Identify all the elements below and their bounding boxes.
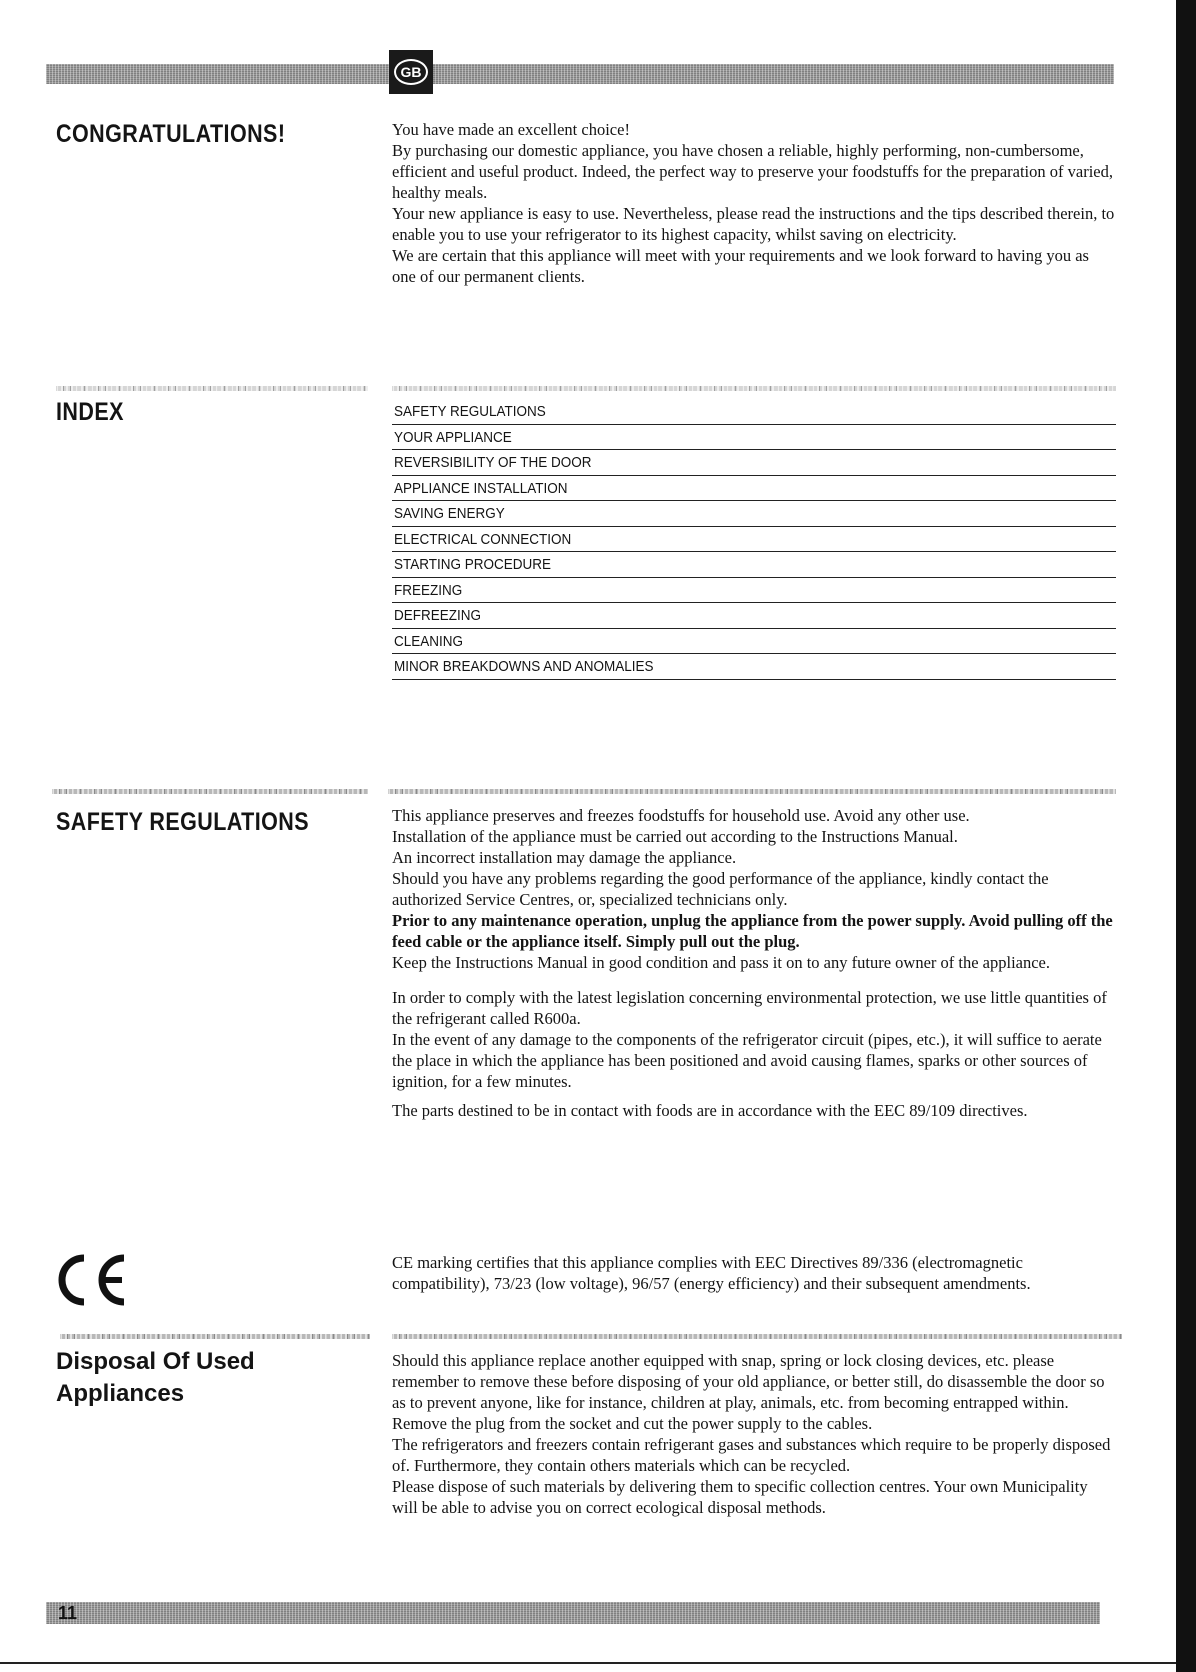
index-item: APPLIANCE INSTALLATION [392, 476, 1116, 502]
index-item: REVERSIBILITY OF THE DOOR [392, 450, 1116, 476]
index-item: MINOR BREAKDOWNS AND ANOMALIES [392, 654, 1116, 680]
disposal-text [392, 1350, 1116, 1518]
index-item: SAFETY REGULATIONS [392, 399, 1116, 425]
safety-paragraph: Installation of the appliance must be carried out according to the Instructions Manual. [392, 827, 958, 846]
index-item: SAVING ENERGY [392, 501, 1116, 527]
safety-paragraph: Keep the Instructions Manual in good condition and pass it on to any future owner of the appliance. [392, 953, 1051, 972]
safety-heading: SAFETY REGULATIONS [56, 808, 310, 836]
index-item: ELECTRICAL CONNECTION [392, 527, 1116, 553]
safety-divider-right [388, 789, 1116, 794]
disposal-paragraph: Remove the plug from the socket and cut the power supply to the cables. [392, 1414, 873, 1433]
disposal-paragraph: Should this appliance replace another equipped with snap, spring or lock closing devices, etc. please remember to remove these before disposing of your old appliance, or better still, do disassemble the door so as to prevent anyone, like for instance, children at play, animals, etc. from becoming entrapped within. [392, 1351, 1105, 1412]
header-band-left [46, 64, 390, 84]
congratulations-heading: CONGRATULATIONS! [56, 120, 286, 148]
safety-warning: Prior to any maintenance operation, unplug the appliance from the power supply. Avoid pulling off the feed cable or the appliance itself. Simply pull out the plug. [392, 911, 1113, 951]
disposal-divider-right [392, 1334, 1122, 1339]
ce-text-block [392, 1252, 1116, 1294]
safety-paragraph: In the event of any damage to the components of the refrigerator circuit (pipes, etc.), it will suffice to aerate the place in which the appliance has been positioned and avoid causing flames, sparks or other sources of ignition, for a few minutes. [392, 1030, 1102, 1091]
index-divider-left [56, 386, 368, 391]
disposal-paragraph: Please dispose of such materials by delivering them to specific collection centres. Your own Municipality will be able to advise you on correct ecological disposal methods. [392, 1477, 1088, 1517]
ce-mark-icon [54, 1250, 134, 1310]
disposal-paragraph: The refrigerators and freezers contain refrigerant gases and substances which require to be properly disposed of. Furthermore, they contain others materials which can be recycled. [392, 1435, 1111, 1475]
congratulations-text [392, 119, 1116, 287]
index-item: STARTING PROCEDURE [392, 552, 1116, 578]
index-heading: INDEX [56, 398, 124, 426]
ce-text: CE marking certifies that this appliance complies with EEC Directives 89/336 (electromagnetic compatibility), 73/23 (low voltage), 96/57 (energy efficiency) and their subsequent amendments. [392, 1253, 1031, 1293]
language-badge [389, 50, 433, 94]
page-number: 11 [58, 1603, 78, 1623]
disposal-divider-left [60, 1334, 370, 1339]
header-band-right [432, 64, 1114, 84]
page-edge-bar [1176, 0, 1196, 1672]
language-badge-label: GB [394, 59, 428, 85]
congratulations-paragraph: By purchasing our domestic appliance, you have chosen a reliable, highly performing, non-cumbersome, efficient and useful product. Indeed, the perfect way to preserve your foodstuffs for the preparation of varied, healthy meals. [392, 141, 1113, 202]
index-item: CLEANING [392, 629, 1116, 655]
safety-paragraph: The parts destined to be in contact with foods are in accordance with the EEC 89/109 directives. [392, 1101, 1028, 1120]
safety-paragraph: This appliance preserves and freezes foodstuffs for household use. Avoid any other use. [392, 806, 970, 825]
index-list [392, 399, 1116, 680]
safety-paragraph: An incorrect installation may damage the appliance. [392, 848, 737, 867]
index-item: FREEZING [392, 578, 1116, 604]
safety-text [392, 805, 1116, 1121]
congratulations-paragraph: We are certain that this appliance will meet with your requirements and we look forward to having you as one of our permanent clients. [392, 246, 1089, 286]
congratulations-paragraph: Your new appliance is easy to use. Nevertheless, please read the instructions and the tips described therein, to enable you to use your refrigerator to its highest capacity, whilst saving on electricity. [392, 204, 1115, 244]
safety-divider-left [52, 789, 368, 794]
safety-paragraph: In order to comply with the latest legislation concerning environmental protection, we use little quantities of the refrigerant called R600a. [392, 988, 1107, 1028]
safety-paragraph: Should you have any problems regarding the good performance of the appliance, kindly contact the authorized Service Centres, or, specialized technicians only. [392, 869, 1049, 909]
index-item: DEFREEZING [392, 603, 1116, 629]
index-divider-right [392, 386, 1116, 391]
bottom-rule [0, 1662, 1176, 1664]
disposal-heading: Disposal Of Used Appliances [56, 1348, 255, 1407]
congratulations-paragraph: You have made an excellent choice! [392, 120, 630, 139]
index-item: YOUR APPLIANCE [392, 425, 1116, 451]
footer-band [46, 1602, 1100, 1624]
